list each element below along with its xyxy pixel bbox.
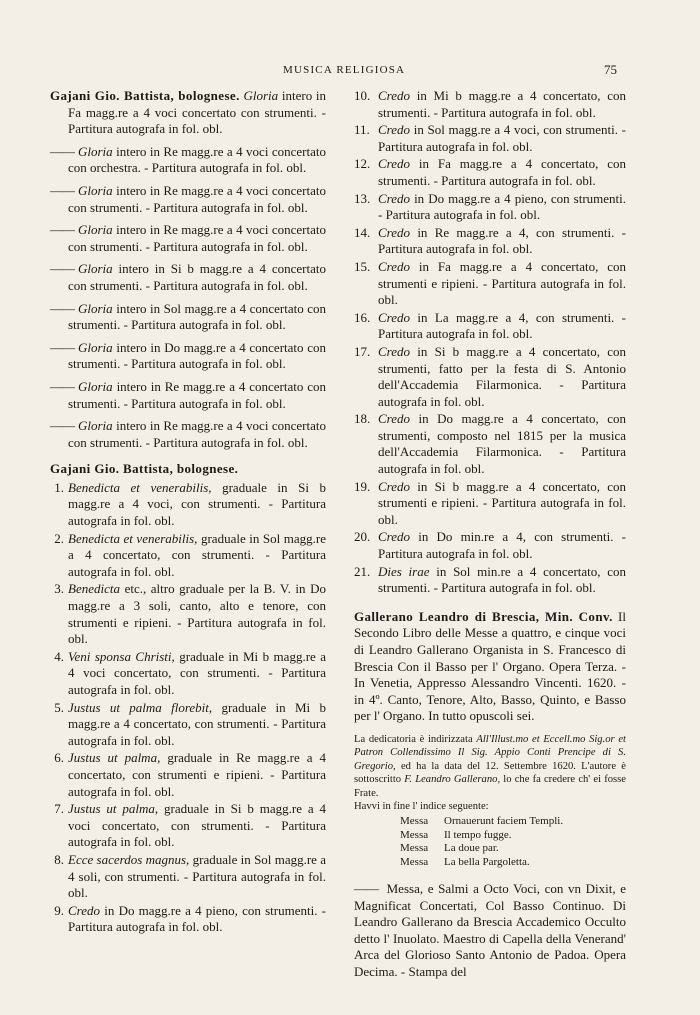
entry-text: Messa, e Salmi a Octo Voci, con vn Dixit, e Magnificat Concertati, Col Basso Continuo. Di Leandro Gallerano da Brescia Accademico Occulto detto l' Inuolato. Maestro di Capella della Venerand' Arca del Glorioso Santo Antonio de Padoa. Opera Decima. - Stampa del [354,881,626,979]
entry-text: in Sol magg.re a 4 voci, con strumenti. - Partitura autografa in fol. obl. [378,122,627,154]
mass-row [400,815,626,828]
work-title: Benedicta et venerabilis, [68,530,198,546]
entry-text: intero in Sol magg.re a 4 concertato con strumenti. - Partitura autografa in fol. obl. [68,300,327,333]
work-title: Veni sponsa Christi, [68,648,175,664]
ditto-dash: —— [50,261,74,277]
composer-name: Gallerano Leandro di Brescia, Min. Conv. [354,608,613,624]
item-number: 19. [354,478,371,494]
entry-text: in Si b magg.re a 4 concertato, con strumenti e ripieni. - Partitura autografa in fol. obl. [378,478,626,527]
list-item [354,310,626,343]
item-number: 11. [354,122,370,138]
composer-name: Gajani Gio. Battista, bolognese. [50,88,240,103]
work-title: Gloria [78,182,113,198]
catalog-entry [50,301,326,334]
numbered-list [354,88,626,597]
list-item [354,529,626,562]
ditto-dash: —— [354,881,378,897]
composer-heading [50,461,326,478]
list-item [354,225,626,258]
item-number: 16. [354,309,371,325]
catalog-entry [50,261,326,294]
item-number: 2. [54,530,64,546]
entry-text: intero in Re magg.re a 4 voci concertato con strumenti. - Partitura autografa in fol. obl. [68,418,326,450]
work-title: Credo [378,122,411,138]
entry-text: graduale in Si b magg.re a 4 voci concertato, con strumenti. - Partitura autografa in fol. obl. [68,801,326,850]
mass-word: Messa [400,842,429,855]
note-italic: F. Leandro Gallerano, [404,774,501,786]
entry-text: intero in Re magg.re a 4 voci concertato con orchestra. - Partitura autografa in fol. obl. [68,143,326,176]
entry-text: intero in Si b magg.re a 4 concertato con strumenti. - Partitura autografa in fol. obl. [68,261,326,293]
list-item [354,411,626,477]
ditto-dash: —— [50,222,74,238]
item-number: 13. [354,190,371,206]
work-title: Justus ut palma florebit, [68,699,213,715]
item-number: 9. [54,902,64,918]
ditto-dash: —— [50,300,74,316]
entry-text: in Do min.re a 4, con strumenti. - Partitura autografa in fol. obl. [378,529,626,562]
list-item [354,191,626,224]
page-number: 75 [604,62,617,77]
item-number: 18. [354,411,371,427]
mass-title: La doue par. [444,842,499,855]
catalog-entry [354,881,626,981]
list-item [50,581,326,647]
list-item [50,480,326,530]
note-text: lo che fa credere ch' ei fosse Frate. [354,774,626,799]
entry-text: in Fa magg.re a 4 concertato, con strumenti e ripieni. - Partitura autografa in fol. obl. [378,258,627,308]
list-item [354,479,626,529]
item-number: 21. [354,563,371,579]
composer-name: Gajani Gio. Battista, bolognese. [50,461,239,477]
entry-text: in Si b magg.re a 4 concertato, con strumenti, fatto per la festa di S. Antonio dell'Accademia Filarmonica. - Partitura autografa in fol. obl. [378,343,626,409]
mass-row [400,856,626,869]
item-number: 5. [54,699,64,715]
work-title: Justus ut palma, [68,801,159,817]
mass-row [400,842,626,855]
item-number: 17. [354,343,371,359]
catalog-entry [50,183,326,216]
list-item [50,750,326,800]
item-number: 6. [54,750,64,766]
catalog-entry [50,88,326,138]
work-title: Gloria [78,261,113,277]
entry-text: intero in Do magg.re a 4 concertato con strumenti. - Partitura autografa in fol. obl. [68,339,326,372]
running-title: MUSICA RELIGIOSA [283,64,406,76]
item-number: 8. [54,851,64,867]
catalog-entry [50,144,326,177]
list-item [50,531,326,581]
entry-text: graduale in Sol magg.re a 4 soli, con strumenti. - Partitura autografa in fol. obl. [68,851,327,901]
entry-text: in Do magg.re a 4 pieno, con strumenti. - Partitura autografa in fol. obl. [68,902,327,935]
entry-text: in Re magg.re a 4, con strumenti. - Partitura autografa in fol. obl. [378,224,626,257]
entry-text: intero in Re magg.re a 4 voci concertato con strumenti. - Partitura autografa in fol. obl. [68,182,326,215]
list-item [354,259,626,309]
work-title: Credo [378,224,411,240]
entry-text: graduale in Mi b magg.re a 4 concertato, con strumenti. - Partitura autografa in fol. obl. [68,699,326,748]
entry-text: in Do magg.re a 4 concertato, con strumenti, composto nel 1815 per la musica dell'Accademia Filarmonica. - Partitura autografa in fol. obl. [378,411,627,477]
catalog-entry [50,340,326,373]
mass-word: Messa [400,815,429,828]
index-line: Havvi in fine l' indice seguente: [354,801,489,812]
catalog-entry [354,609,626,725]
catalog-entry [50,222,326,255]
ditto-dash: —— [50,418,74,434]
left-column [50,88,326,937]
work-title: Credo [378,411,411,427]
mass-title: Il tempo fugge. [444,828,512,841]
item-number: 1. [54,479,64,495]
numbered-list [50,480,326,936]
list-item [50,801,326,851]
list-item [354,88,626,121]
list-item [354,344,626,410]
item-number: 7. [54,801,64,817]
work-title: Gloria [78,339,113,355]
entry-text: in Sol min.re a 4 concertato, con strumenti. - Partitura autografa in fol. obl. [378,563,627,596]
ditto-dash: —— [50,182,74,198]
item-number: 20. [354,529,371,545]
work-title: Gloria [78,143,113,159]
list-item [354,156,626,189]
entry-text: graduale in Si b magg.re a 4 voci, con strumenti. - Partitura autografa in fol. obl. [68,479,327,529]
work-title: Ecce sacerdos magnus, [68,851,190,867]
work-title: Credo [378,478,411,494]
entry-text: in La magg.re a 4, con strumenti. - Partitura autografa in fol. obl. [378,309,627,342]
work-title: Benedicta et venerabilis, [68,479,212,495]
entry-text: etc., altro graduale per la B. V. in Do magg.re a 3 soli, canto, alto e tenore, con strumenti e ripieni. - Partitura autografa in fol. obl. [68,581,327,647]
list-item [354,122,626,155]
mass-title: La bella Pargoletta. [444,855,530,868]
work-title: Dies irae [378,563,430,579]
work-title: Gloria [78,222,113,238]
entry-text: intero in Re magg.re a 4 voci concertato con strumenti. - Partitura autografa in fol. obl. [68,222,326,254]
mass-word: Messa [400,855,429,868]
mass-index [400,815,626,869]
right-column [354,88,626,987]
catalog-entry [50,418,326,451]
item-number: 4. [54,648,64,664]
list-item [354,564,626,597]
mass-title: Ornauerunt faciem Templi. [444,815,564,828]
entry-text: intero in Fa magg.re a 4 voci concertato con strumenti. - Partitura autografa in fol. obl. [68,88,327,137]
work-title: Credo [378,529,411,545]
work-title: Credo [378,343,411,359]
list-item [50,649,326,699]
running-head [0,64,700,82]
work-title: Benedicta [68,581,120,597]
entry-text: graduale in Sol magg.re a 4 concertato, con strumenti. - Partitura autografa in fol. obl. [68,530,326,579]
work-title: Credo [68,902,101,918]
work-title: Credo [378,156,411,172]
list-item [50,700,326,750]
work-title: Gloria [78,300,113,316]
entry-text: intero in Re magg.re a 4 concertato con strumenti. - Partitura autografa in fol. obl. [68,378,327,411]
list-item [50,852,326,902]
item-number: 14. [354,224,371,240]
mass-word: Messa [400,828,429,841]
item-number: 3. [54,581,64,597]
list-item [50,903,326,936]
ditto-dash: —— [50,143,74,159]
item-number: 10. [354,88,371,103]
work-title: Credo [378,88,411,103]
entry-text: graduale in Re magg.re a 4 concertato, con strumenti e ripieni. - Partitura autografa in fol. obl. [68,750,326,799]
catalog-entry [50,379,326,412]
note-italic: All'Illust.mo et Eccell.mo Sig.or et Patron Collendissimo Il Sig. Appio Conti Prencipe di S. Gregorio, [354,733,626,772]
entry-text: Il Secondo Libro delle Messe a quattro, e cinque voci di Leandro Gallerano Organista in S. Francesco di Brescia Con il Basso per l' Organo. Opera Terza. - In Venetia, Appresso Alessandro Vincenti. 1620. - in 4º. Canto, Tenore, Alto, Basso, Quinto, e Basso per l' Organo. In tutto opuscoli sei. [354,608,626,724]
note-text: ed ha la data del 12. Settembre 1620. L'autore è sottoscritto [354,760,626,786]
work-title: Gloria [78,418,113,434]
work-title: Gloria [243,88,279,103]
dedication-note [354,733,626,813]
mass-row [400,829,626,842]
ditto-dash: —— [50,378,74,394]
work-title: Justus ut palma, [68,750,161,766]
work-title: Credo [378,190,411,206]
dash-entry-list [50,144,326,452]
entry-text: in Mi b magg.re a 4 concertato, con strumenti. - Partitura autografa in fol. obl. [378,88,627,120]
entry-text: in Fa magg.re a 4 concertato, con strumenti. - Partitura autografa in fol. obl. [378,156,627,188]
work-title: Credo [378,258,411,274]
entry-text: in Do magg.re a 4 pieno, con strumenti. - Partitura autografa in fol. obl. [378,190,626,223]
ditto-dash: —— [50,339,74,355]
item-number: 12. [354,156,371,172]
work-title: Credo [378,309,411,325]
work-title: Gloria [78,378,113,394]
item-number: 15. [354,258,371,274]
note-text: La dedicatoria è indirizzata [354,733,473,745]
entry-text: graduale in Mi b magg.re a 4 voci concertato, con strumenti. - Partitura autografa in fol. obl. [68,648,327,697]
